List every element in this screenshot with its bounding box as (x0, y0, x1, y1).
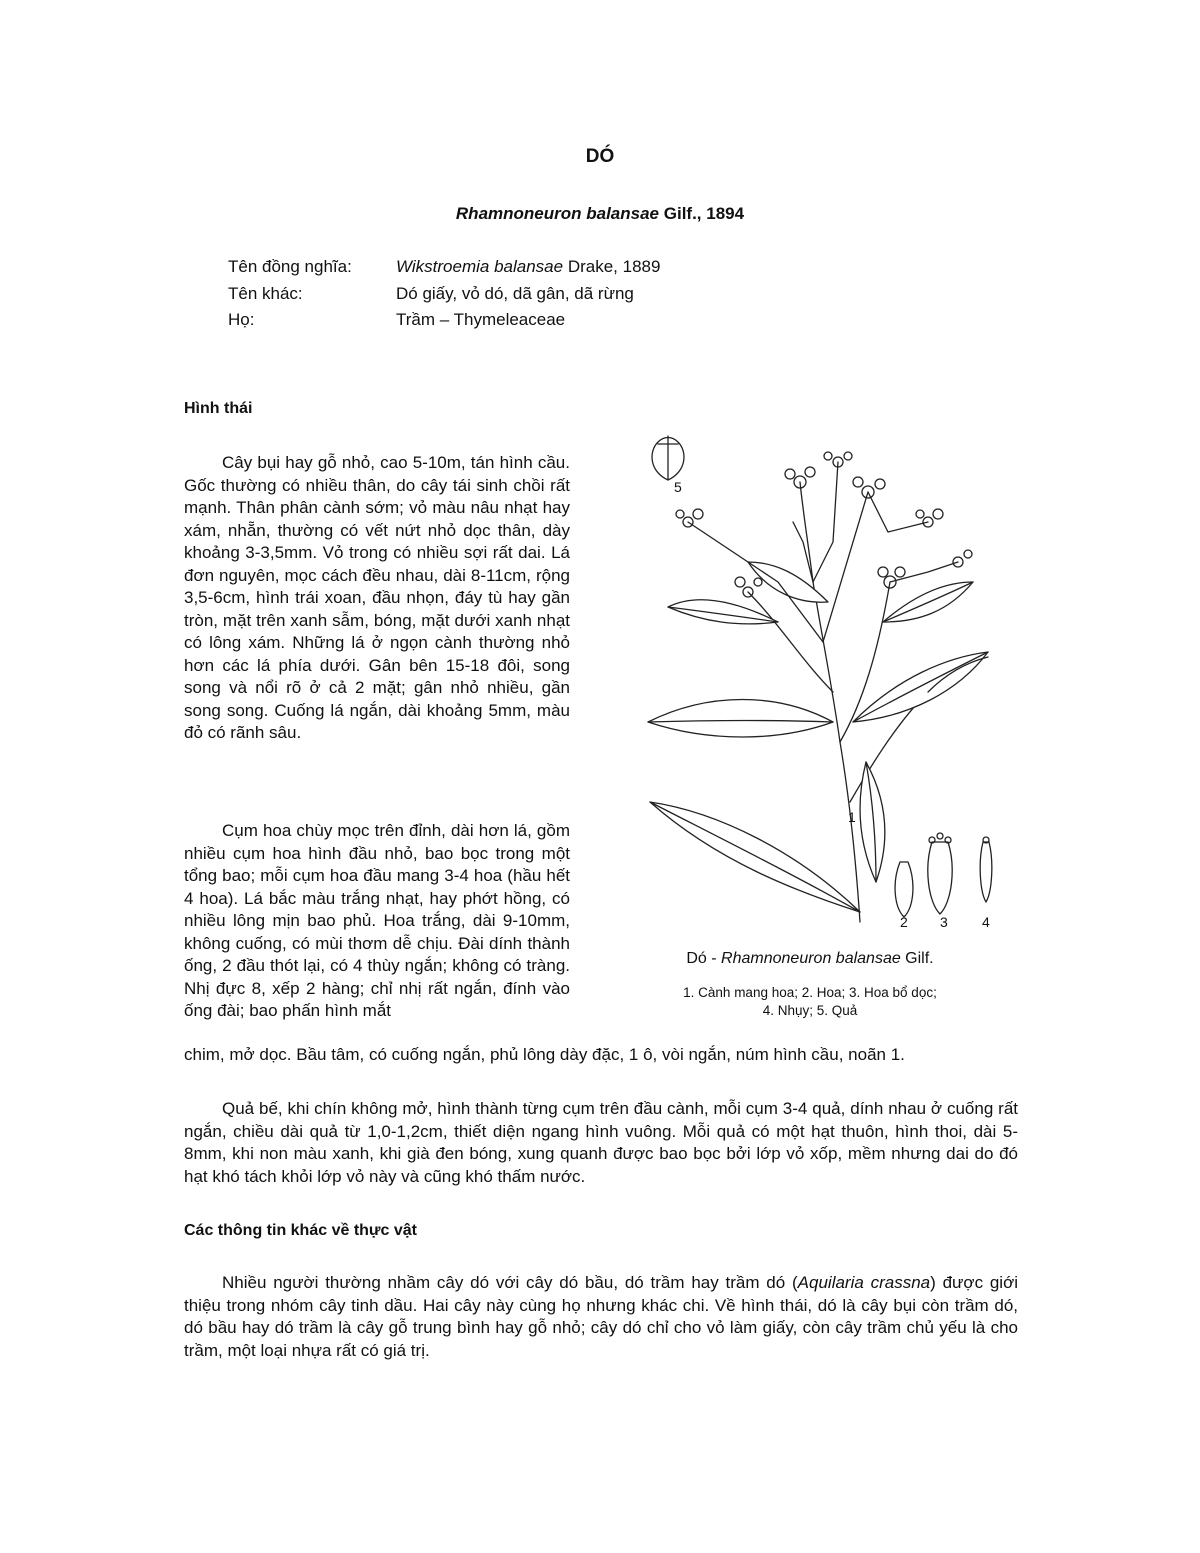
scientific-name-author: Gilf., 1894 (663, 204, 745, 223)
figure-caption-italic: Rhamnoneuron balansae (721, 950, 901, 967)
figure-caption-suffix: Gilf. (900, 950, 934, 967)
flower-section-detail (928, 842, 952, 914)
figure-legend-line1: 1. Cành mang hoa; 2. Hoa; 3. Hoa bổ dọc; (683, 985, 937, 1000)
synonym-rest: Drake, 1889 (563, 257, 661, 276)
section-heading-morphology: Hình thái (184, 400, 253, 417)
flower-detail (895, 862, 913, 917)
synonym-label: Tên đồng nghĩa: (228, 257, 352, 276)
main-stem (813, 582, 860, 922)
paragraph-inflorescence (184, 820, 570, 1023)
paragraph-fruit-text: Quả bế, khi chín không mở, hình thành từng cụm trên đầu cành, mỗi cụm 3-4 quả, dính nhau ở cuống rất ngắn, chiều dài quả từ 1,0-1,2cm, thiết diện ngang hình vuông. Mỗi quả có một hạt thuôn, hình thoi, dài 5-8mm, khi non màu xanh, khi già đen bóng, xung quanh được bao bọc bởi lớp vỏ xốp, mềm nhưng dai do đó hạt khó tách khỏi lớp vỏ này và cũng khó thấm nước. (184, 1099, 1018, 1186)
paragraph-other-info (184, 1272, 1018, 1362)
paragraph-inflorescence-continued: chim, mở dọc. Bầu tâm, có cuống ngắn, phủ lông dày đặc, 1 ô, vòi ngắn, núm hình cầu, noãn 1. (184, 1045, 905, 1064)
synonym-value (396, 257, 660, 277)
scientific-name (0, 204, 1200, 224)
paragraph-habit (184, 452, 570, 745)
family-value: Trầm – Thymeleaceae (396, 310, 566, 329)
figure-label-5: 5 (674, 479, 682, 495)
page-title: DÓ (585, 146, 615, 167)
figure-caption-prefix: Dó - (686, 950, 722, 967)
figure-label-3: 3 (940, 914, 948, 930)
paragraph-other-info-before: Nhiều người thường nhầm cây dó với cây dó bầu, dó trầm hay trầm dó ( (222, 1273, 798, 1292)
family-label: Họ: (228, 310, 255, 329)
figure-legend-line2: 4. Nhụy; 5. Quả (762, 1003, 858, 1018)
other-names-value: Dó giấy, vỏ dó, dã gân, dã rừng (396, 284, 634, 303)
pistil-detail (980, 842, 992, 902)
section-heading-other-info: Các thông tin khác về thực vật (184, 1222, 417, 1239)
figure-label-2: 2 (900, 914, 908, 930)
figure-label-1: 1 (848, 809, 856, 825)
scientific-name-italic: Rhamnoneuron balansae (455, 204, 660, 223)
paragraph-other-info-after: ) được giới thiệu trong nhóm cây tinh dầu. Hai cây này cùng họ nhưng khác chi. Về hình thái, dó là cây bụi còn trầm dó, dó bầu hay dó trầm là cây gỗ trung bình hay gỗ nhỏ; cây dó chỉ cho vỏ làm giấy, còn cây trầm chủ yếu là cho trầm, một loại nhựa rất có giá trị. (184, 1273, 1019, 1360)
paragraph-fruit (184, 1098, 1018, 1188)
botanical-illustration (628, 422, 1008, 942)
paragraph-inflorescence-text: Cụm hoa chùy mọc trên đỉnh, dài hơn lá, gồm nhiều cụm hoa hình đầu nhỏ, bao bọc trong một tổng bao; mỗi cụm hoa đầu mang 3-4 hoa (hầu hết 4 hoa). Lá bắc màu trắng nhạt, hay phớt hồng, có nhiều lông mịn bao phủ. Hoa trắng, dài 9-10mm, không cuống, có mùi thơm dễ chịu. Đài dính thành ống, 2 đầu thót lại, có 4 thùy ngắn; không có tràng. Nhị đực 8, xếp 2 hàng; chỉ nhị rất ngắn, đính vào ống đài; bao phấn hình mắt (184, 821, 570, 1020)
synonym-italic: Wikstroemia balansae (396, 257, 564, 276)
figure-caption (600, 950, 1020, 968)
figure-label-4: 4 (982, 914, 990, 930)
other-names-label: Tên khác: (228, 284, 303, 303)
paragraph-other-info-italic: Aquilaria crassna (797, 1273, 931, 1292)
paragraph-habit-text: Cây bụi hay gỗ nhỏ, cao 5-10m, tán hình cầu. Gốc thường có nhiều thân, do cây tái sinh chồi rất mạnh. Thân phân cành sớm; vỏ màu nâu nhạt hay xám, nhẵn, thường có vết nứt nhỏ dọc thân, dày khoảng 3-3,5mm. Vỏ trong có nhiều sợi rất dai. Lá đơn nguyên, mọc cách đều nhau, dài 8-11cm, rộng 3,5-6cm, hình trái xoan, đầu nhọn, đáy tù hay gần tròn, mặt trên xanh sẫm, bóng, mặt dưới xanh nhạt có lông xám. Những lá ở ngọn cành thường nhỏ hơn các lá phía dưới. Gân bên 15-18 đôi, song song và nổi rõ ở cả 2 mặt; gân nhỏ nhiều, gần song song. Cuống lá ngắn, dài khoảng 5mm, màu đỏ có rãnh sâu. (184, 453, 570, 742)
